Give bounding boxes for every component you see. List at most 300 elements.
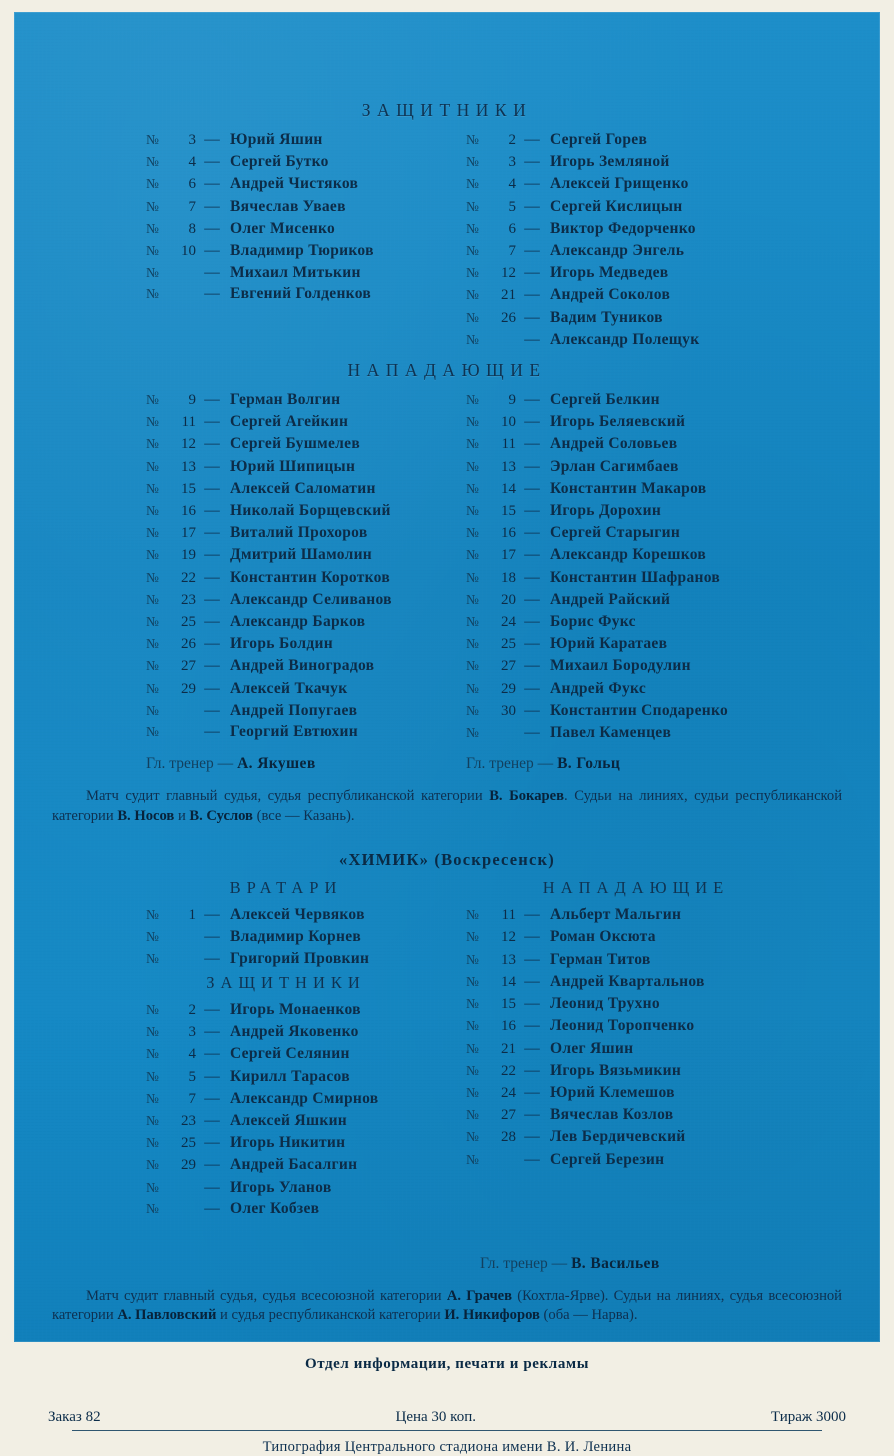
player-number: 16 [181,503,196,520]
number-symbol: № [146,1068,159,1084]
player-row [466,173,796,195]
player-name: Константин Сподаренко [550,701,729,719]
player-number: 7 [188,198,196,215]
row-dash: — [524,391,540,409]
page-content [14,12,880,1456]
player-number: 15 [501,503,516,520]
player-row [466,1015,796,1037]
player-name: Александр Смирнов [230,1089,379,1107]
player-name: Андрей Соловьев [550,435,678,453]
player-name: Олег Кобзев [230,1199,320,1217]
player-name: Константин Шафранов [550,568,721,586]
player-number: 1 [188,907,196,924]
player-row [466,926,796,948]
player-row [466,1149,796,1170]
coach-right [466,755,796,773]
player-name: Игорь Земляной [550,153,670,171]
khimik-defenders-heading: ЗАЩИТНИКИ [206,972,366,992]
paragraph-text: (Кохтла-Ярве). Судьи на линиях, судья всесоюзной категории [52,1287,842,1324]
row-dash: — [524,264,540,282]
referee-name: В. Бокарев [489,788,565,805]
programme-page [14,12,880,1455]
player-number: 21 [501,287,516,304]
row-dash: — [204,1199,220,1217]
player-name: Сергей Селянин [230,1045,350,1063]
player-row [146,1088,466,1110]
player-row [466,456,796,478]
player-row [466,411,796,433]
printer-line: Типография Центрального стадиона имени В. И. Ленина [262,1438,632,1455]
player-name: Андрей Райский [550,590,671,608]
row-dash: — [524,1083,540,1101]
player-row [466,722,796,743]
player-row [466,700,796,722]
player-name: Алексей Червяков [230,906,365,924]
player-name: Сергей Бушмелев [230,435,360,453]
player-name: Андрей Соколов [550,286,671,304]
row-dash: — [524,568,540,586]
row-dash: — [204,701,220,719]
player-name: Андрей Попугаев [230,701,358,719]
row-dash: — [204,391,220,409]
khimik-left-column [146,874,466,1219]
player-name: Герман Титов [550,950,651,968]
number-symbol: № [466,1018,479,1034]
player-name: Герман Волгин [230,391,341,409]
number-symbol: № [466,436,479,452]
player-name: Вадим Туников [550,308,663,326]
player-number: 6 [508,220,516,237]
number-symbol: № [466,1129,479,1145]
player-row [146,196,466,218]
row-dash: — [524,635,540,653]
number-symbol: № [466,414,479,430]
player-number: 24 [501,614,516,631]
number-symbol: № [466,525,479,541]
player-name: Роман Оксюта [550,928,656,946]
number-symbol: № [146,286,159,302]
player-row [466,655,796,677]
referees-top-paragraph [30,787,864,826]
player-row [146,1154,466,1176]
paragraph-text: и [174,807,190,824]
footer-divider [72,1430,822,1431]
player-name: Юрий Шипицын [230,457,356,475]
row-dash: — [524,950,540,968]
number-symbol: № [146,503,159,519]
row-dash: — [524,219,540,237]
number-symbol: № [146,1112,159,1128]
number-symbol: № [146,154,159,170]
player-number: 3 [508,154,516,171]
row-dash: — [524,972,540,990]
player-row [146,1177,466,1198]
player-row [146,544,466,566]
player-row [466,129,796,151]
player-number: 12 [501,265,516,282]
imprint-row [30,1409,864,1426]
player-row [146,611,466,633]
number-symbol: № [466,929,479,945]
number-symbol: № [466,1084,479,1100]
row-dash: — [524,1061,540,1079]
player-name: Альберт Мальгин [550,906,682,924]
player-name: Олег Яшин [550,1039,634,1057]
row-dash: — [204,568,220,586]
player-number: 29 [181,1157,196,1174]
player-name: Игорь Уланов [230,1178,332,1196]
referee-name: А. Павловский [117,1307,217,1324]
referee-name: И. Никифоров [444,1307,540,1324]
player-number: 26 [181,636,196,653]
row-dash: — [524,906,540,924]
player-name: Виктор Федорченко [550,219,696,237]
player-row [146,700,466,721]
player-name: Вячеслав Уваев [230,197,346,215]
player-name: Михаил Бородулин [550,657,691,675]
coach-right-label: Гл. тренер — [466,755,554,773]
coach-right-name: В. Гольц [557,755,621,773]
row-dash: — [204,457,220,475]
player-number: 11 [501,907,516,924]
number-symbol: № [146,724,159,740]
number-symbol: № [146,392,159,408]
number-symbol: № [146,614,159,630]
row-dash: — [204,479,220,497]
player-number: 29 [181,680,196,697]
paragraph-text: (все — Казань). [252,807,355,824]
player-row [466,196,796,218]
player-name: Юрий Яшин [230,131,323,148]
player-row [146,721,466,742]
player-row [146,589,466,611]
player-number: 20 [501,591,516,608]
player-number: 22 [181,569,196,586]
row-dash: — [204,524,220,542]
player-row [146,411,466,433]
number-symbol: № [466,658,479,674]
row-dash: — [524,286,540,304]
player-name: Владимир Корнев [230,928,362,946]
player-name: Андрей Басалгин [230,1156,358,1174]
row-dash: — [204,285,220,303]
player-row [146,678,466,700]
row-dash: — [524,175,540,193]
player-number: 12 [181,436,196,453]
row-dash: — [204,1067,220,1085]
player-name: Виталий Прохоров [230,524,368,542]
player-number: 11 [501,436,516,453]
paragraph-text: Матч судит главный судья, судья всесоюзной категории [86,1287,447,1304]
row-dash: — [204,242,220,260]
row-dash: — [524,1150,540,1168]
player-number: 16 [501,525,516,542]
player-row [146,633,466,655]
khimik-goalies-list [146,904,466,969]
player-number: 5 [188,1068,196,1085]
number-symbol: № [146,1200,159,1216]
number-symbol: № [466,1107,479,1123]
coach-left-label: Гл. тренер — [146,755,234,773]
row-dash: — [524,502,540,520]
number-symbol: № [146,1090,159,1106]
player-number: 12 [501,929,516,946]
player-row [146,1132,466,1154]
player-number: 17 [181,525,196,542]
department-note: Отдел информации, печати и рекламы [304,1355,590,1372]
player-name: Сергей Старыгин [550,524,681,542]
khimik-goalies-heading: ВРАТАРИ [229,878,343,898]
row-dash: — [524,995,540,1013]
row-dash: — [204,153,220,171]
player-name: Константин Коротков [230,568,391,586]
player-row [466,611,796,633]
player-number: 25 [181,1135,196,1152]
player-row [466,544,796,566]
player-row [466,1038,796,1060]
row-dash: — [204,502,220,520]
row-dash: — [524,242,540,260]
player-name: Александр Барков [230,613,366,631]
row-dash: — [204,1089,220,1107]
player-name: Андрей Яковенко [230,1023,359,1041]
row-dash: — [524,308,540,326]
khimik-defenders-list [146,999,466,1219]
player-name: Николай Борщевский [230,502,391,520]
player-name: Олег Мисенко [230,219,336,237]
row-dash: — [524,1106,540,1124]
player-row [466,993,796,1015]
referee-name: А. Грачев [446,1287,513,1304]
number-symbol: № [146,243,159,259]
player-name: Константин Макаров [550,479,707,497]
number-symbol: № [466,458,479,474]
player-number: 27 [501,1107,516,1124]
row-dash: — [204,1156,220,1174]
row-dash: — [524,479,540,497]
player-number: 4 [188,1046,196,1063]
number-symbol: № [466,265,479,281]
player-row [466,500,796,522]
row-dash: — [204,1111,220,1129]
player-name: Леонид Трухно [550,995,660,1013]
player-row [466,949,796,971]
player-number: 21 [501,1040,516,1057]
player-row [466,971,796,993]
player-row [466,1082,796,1104]
player-name: Павел Каменцев [550,724,672,742]
row-dash: — [204,679,220,697]
spartak-forwards-roster [30,389,864,743]
coach-left [146,755,466,773]
player-row [466,633,796,655]
row-dash: — [204,928,220,946]
khimik-forwards-heading: НАПАДАЮЩИЕ [542,878,730,898]
player-number: 13 [501,458,516,475]
row-dash: — [524,330,540,348]
player-name: Сергей Кислицын [550,197,683,215]
number-symbol: № [146,1135,159,1151]
player-name: Сергей Агейкин [230,413,349,431]
player-number: 19 [181,547,196,564]
number-symbol: № [146,569,159,585]
spartak-defenders-heading: ЗАЩИТНИКИ [361,100,533,120]
khimik-roster [30,874,864,1219]
player-row [146,1110,466,1132]
number-symbol: № [466,702,479,718]
row-dash: — [204,1134,220,1152]
player-name: Сергей Березин [550,1150,665,1168]
row-dash: — [204,1023,220,1041]
row-dash: — [524,546,540,564]
player-name: Игорь Беляевский [550,413,686,431]
player-number: 2 [508,132,516,148]
row-dash: — [204,435,220,453]
row-dash: — [204,175,220,193]
number-symbol: № [466,287,479,303]
player-number: 15 [501,996,516,1013]
number-symbol: № [466,614,479,630]
player-name: Андрей Виноградов [230,657,375,675]
player-number: 14 [501,973,516,990]
khimik-coach-label: Гл. тренер — [480,1254,568,1272]
number-symbol: № [466,1151,479,1167]
number-symbol: № [146,1179,159,1195]
row-dash: — [204,949,220,967]
row-dash: — [524,131,540,148]
number-symbol: № [146,702,159,718]
coach-left-name: А. Якушев [237,755,316,773]
player-number: 8 [188,220,196,237]
number-symbol: № [466,569,479,585]
order-number: Заказ 82 [48,1408,101,1425]
player-row [146,389,466,411]
number-symbol: № [466,198,479,214]
row-dash: — [204,1178,220,1196]
number-symbol: № [466,480,479,496]
player-row [466,329,796,350]
player-number: 16 [501,1018,516,1035]
player-name: Игорь Вязьмикин [550,1061,682,1079]
player-name: Евгений Голденков [230,285,372,303]
player-number: 18 [501,569,516,586]
player-name: Игорь Медведев [550,264,669,282]
player-row [466,433,796,455]
player-number: 26 [501,309,516,326]
spartak-defenders-roster [30,129,864,350]
player-number: 28 [501,1129,516,1146]
referee-name: В. Носов [117,807,175,824]
row-dash: — [204,546,220,564]
player-number: 3 [188,132,196,148]
paragraph-text: Матч судит главный судья, судья республиканской категории [86,788,490,805]
player-row [146,129,466,151]
number-symbol: № [466,331,479,347]
player-name: Юрий Клемешов [550,1083,675,1101]
player-number: 30 [501,702,516,719]
player-number: 13 [181,458,196,475]
number-symbol: № [466,132,479,147]
player-row [146,218,466,240]
player-number: 5 [508,198,516,215]
spartak-defenders-right-column [466,129,796,350]
player-number: 3 [188,1024,196,1041]
player-number: 6 [188,176,196,193]
player-row [466,678,796,700]
player-number: 29 [501,680,516,697]
player-row [466,1060,796,1082]
row-dash: — [524,1039,540,1057]
player-name: Алексей Яшкин [230,1111,348,1129]
row-dash: — [204,413,220,431]
row-dash: — [204,219,220,237]
player-row [146,262,466,283]
player-row [146,1066,466,1088]
player-number: 4 [188,154,196,171]
number-symbol: № [466,996,479,1012]
number-symbol: № [146,436,159,452]
player-number: 11 [181,414,196,431]
player-row [466,389,796,411]
row-dash: — [204,1045,220,1063]
number-symbol: № [466,154,479,170]
row-dash: — [524,679,540,697]
player-name: Сергей Белкин [550,391,660,409]
player-number: 23 [181,1112,196,1129]
player-name: Григорий Провкин [230,949,370,967]
khimik-coach-row [30,1255,864,1273]
row-dash: — [524,435,540,453]
player-number: 10 [501,414,516,431]
row-dash: — [524,613,540,631]
player-name: Алексей Ткачук [230,679,348,697]
row-dash: — [204,906,220,924]
player-name: Георгий Евтюхин [230,723,358,741]
row-dash: — [204,723,220,741]
player-number: 14 [501,480,516,497]
player-name: Михаил Митькин [230,264,361,282]
circulation-label: Тираж 3000 [770,1408,846,1425]
row-dash: — [524,590,540,608]
player-row [466,1126,796,1148]
number-symbol: № [466,1040,479,1056]
number-symbol: № [146,176,159,192]
player-name: Игорь Болдин [230,635,333,653]
player-row [466,262,796,284]
row-dash: — [524,1128,540,1146]
number-symbol: № [146,636,159,652]
player-row [466,284,796,306]
player-name: Вячеслав Козлов [550,1106,674,1124]
player-number: 23 [181,591,196,608]
number-symbol: № [466,243,479,259]
player-row [146,522,466,544]
player-name: Юрий Каратаев [550,635,668,653]
player-number: 7 [508,243,516,260]
number-symbol: № [146,265,159,281]
spartak-defenders-left-column [146,129,466,350]
number-symbol: № [146,414,159,430]
number-symbol: № [146,1157,159,1173]
player-row [146,1021,466,1043]
paragraph-text: . Судьи на линиях, судьи республиканской категории [52,788,843,824]
player-row [146,567,466,589]
number-symbol: № [146,680,159,696]
row-dash: — [524,153,540,171]
number-symbol: № [466,951,479,967]
number-symbol: № [466,309,479,325]
player-row [146,655,466,677]
